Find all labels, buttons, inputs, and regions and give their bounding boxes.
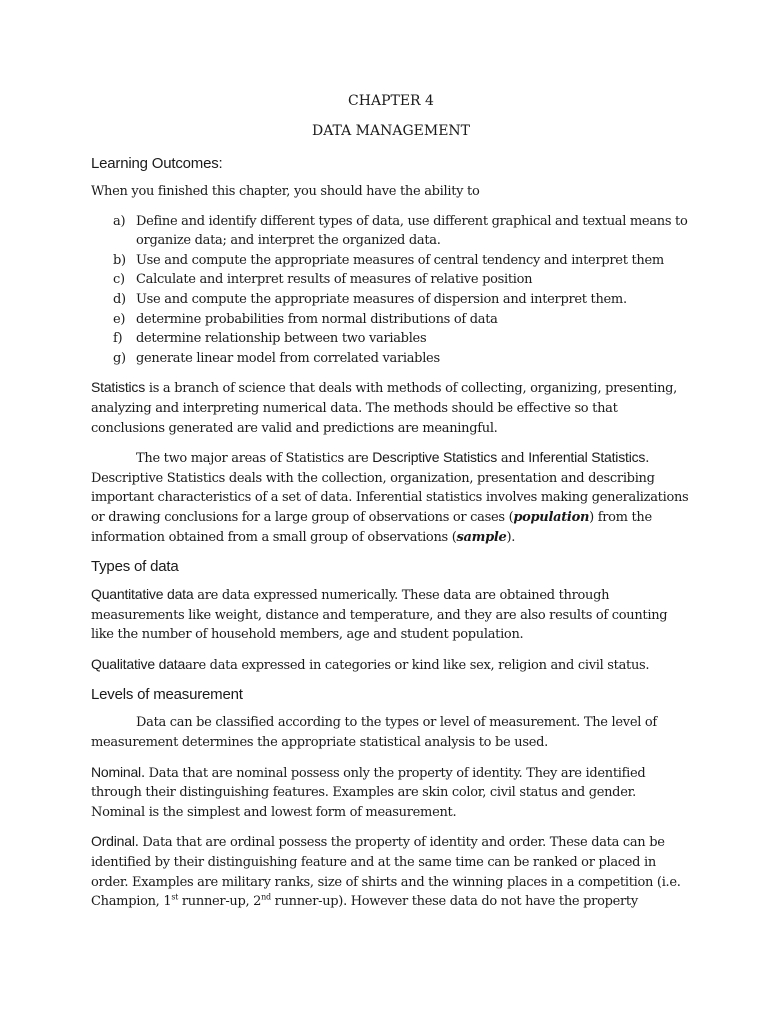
list-item — [91, 349, 691, 369]
ordinal-text-2: runner-up, 2 — [178, 894, 262, 910]
quantitative-term: Quantitative data — [91, 586, 194, 603]
ordinal-paragraph — [91, 832, 691, 911]
qualitative-term: Qualitative data — [91, 655, 186, 672]
population-term: population — [513, 509, 590, 525]
list-item — [91, 212, 691, 251]
quantitative-text: are data expressed numerically. These data are obtained through measurements like weight, distance and temperature, and they are also results of counting like the number of household members, age and student population. — [91, 588, 668, 643]
statistics-term: Statistics — [91, 379, 146, 396]
qualitative-text: are data expressed in categories or kind like sex, religion and civil status. — [185, 657, 650, 673]
list-marker: a) — [113, 213, 126, 229]
list-item — [91, 310, 691, 330]
types-of-data-heading: Types of data — [91, 558, 179, 576]
nominal-paragraph — [91, 763, 691, 823]
list-item-text: generate linear model from correlated variables — [136, 350, 440, 366]
quantitative-paragraph — [91, 585, 691, 645]
list-item — [91, 251, 691, 271]
list-marker: f) — [113, 331, 123, 347]
chapter-title: CHAPTER 4 — [348, 93, 434, 109]
areas-text-4: ) from the information obtained from a small group of observations ( — [91, 509, 652, 545]
statistics-text: is a branch of science that deals with methods of collecting, organizing, presenting, analyzing and interpreting numerical data. The methods should be effective so that conclusions generated are valid and predictions are meaningful. — [91, 381, 677, 436]
ordinal-superscript-1: st — [171, 892, 179, 902]
list-item-text: determine probabilities from normal distributions of data — [136, 311, 498, 327]
list-item — [91, 290, 691, 310]
list-marker: c) — [113, 272, 125, 288]
ordinal-superscript-2: nd — [261, 892, 271, 902]
document-page — [91, 92, 691, 922]
list-marker: e) — [113, 311, 126, 327]
ordinal-text-3: runner-up). However these data do not have the property — [270, 894, 638, 910]
ordinal-term: Ordinal — [91, 833, 135, 850]
list-item-text: Define and identify different types of data, use different graphical and textual means to organize data; and interpret the organized data. — [136, 213, 688, 249]
statistics-paragraph — [91, 378, 691, 438]
learning-outcomes-heading: Learning Outcomes: — [91, 155, 223, 172]
chapter-subtitle: DATA MANAGEMENT — [311, 123, 471, 139]
learning-outcomes-intro: When you finished this chapter, you should have the ability to — [91, 184, 480, 199]
areas-text-5: ). — [506, 529, 516, 545]
list-marker: g) — [113, 350, 126, 366]
list-marker: d) — [113, 291, 126, 307]
list-item-text: Use and compute the appropriate measures of dispersion and interpret them. — [136, 291, 627, 307]
list-item-text: determine relationship between two variables — [136, 331, 427, 347]
areas-text-1: The two major areas of Statistics are — [136, 451, 373, 467]
list-item — [91, 270, 691, 290]
major-areas-paragraph — [91, 448, 691, 547]
list-item — [91, 329, 691, 349]
list-item-text: Calculate and interpret results of measures of relative position — [136, 272, 533, 288]
sample-term: sample — [456, 529, 507, 545]
learning-outcomes-list — [91, 212, 691, 369]
ordinal-text-1: . Data that are ordinal possess the property of identity and order. These data can be identified by their distinguishing feature and at the same time can be ranked or placed in order. Examples are military ranks, size of shirts and the winning places in a competition (i.e. Champion, 1 — [91, 835, 681, 910]
nominal-text: . Data that are nominal possess only the property of identity. They are identified through their distinguishing features. Examples are skin color, civil status and gender. Nominal is the simplest and lowest form of measurement. — [91, 765, 646, 820]
list-marker: b) — [113, 252, 126, 268]
nominal-term: Nominal — [91, 763, 141, 780]
qualitative-paragraph — [91, 655, 691, 676]
inferential-statistics-term: Inferential Statistics — [528, 449, 646, 466]
levels-intro-paragraph: Data can be classified according to the types or level of measurement. The level of measurement determines the appropriate statistical analysis to be used. — [91, 715, 657, 751]
areas-text-2: and — [497, 451, 529, 467]
levels-of-measurement-heading: Levels of measurement — [91, 686, 243, 704]
list-item-text: Use and compute the appropriate measures of central tendency and interpret them — [136, 252, 664, 268]
areas-text-3: . Descriptive Statistics deals with the collection, organization, presentation and describing important characteristics of a set of data. Inferential statistics involves making generalizations or drawing conclusions for a large group of observations or cases ( — [91, 451, 689, 525]
descriptive-statistics-term: Descriptive Statistics — [372, 449, 497, 466]
